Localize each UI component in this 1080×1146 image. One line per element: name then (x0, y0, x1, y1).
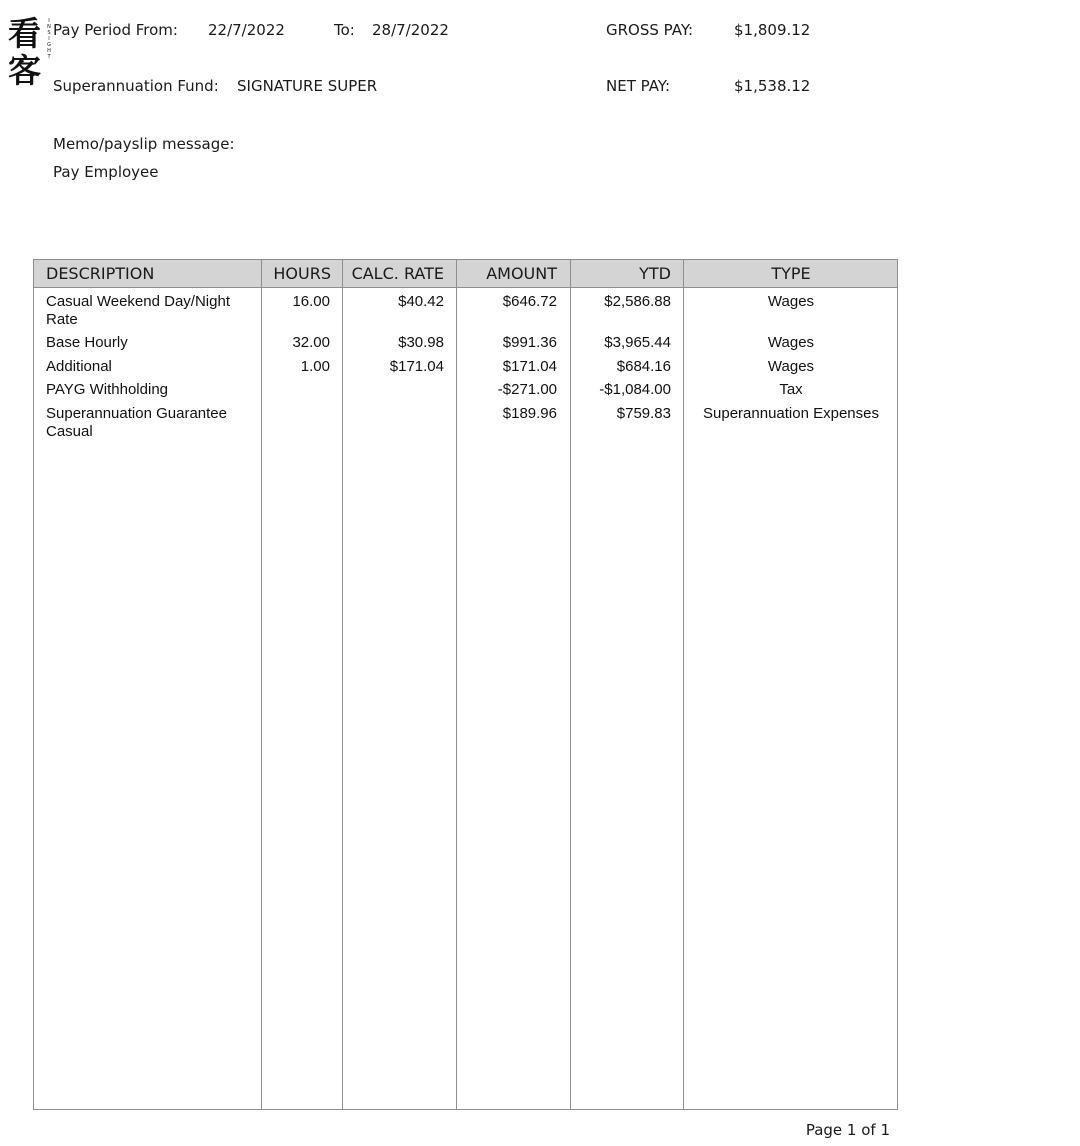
row-calc-rate: $30.98 (398, 334, 444, 351)
column-header-ytd: YTD (639, 264, 671, 283)
super-fund-value: SIGNATURE SUPER (237, 77, 378, 95)
row-description: PAYG Withholding (46, 381, 168, 398)
row-description: Casual Weekend Day/Night (46, 293, 230, 310)
row-description-continued: Rate (46, 311, 78, 328)
row-type: Superannuation Expenses (703, 405, 879, 422)
column-divider (342, 260, 343, 1109)
row-calc-rate: $171.04 (389, 358, 444, 375)
row-description-continued: Casual (46, 423, 93, 440)
column-header-calc-rate: CALC. RATE (351, 264, 444, 283)
row-type: Wages (767, 293, 815, 310)
row-calc-rate: $40.42 (398, 293, 444, 310)
row-description: Base Hourly (46, 334, 128, 351)
pay-period-to-value: 28/7/2022 (372, 21, 449, 39)
row-amount: -$271.00 (497, 381, 557, 398)
memo-value: Pay Employee (53, 163, 159, 181)
row-ytd: $759.83 (616, 405, 671, 422)
gross-pay-value: $1,809.12 (734, 21, 811, 39)
row-description: Superannuation Guarantee (46, 405, 227, 422)
row-amount: $646.72 (502, 293, 557, 310)
row-type: Wages (767, 358, 815, 375)
net-pay-value: $1,538.12 (734, 77, 811, 95)
logo-char-top: 看 (8, 14, 41, 53)
row-ytd: $3,965.44 (604, 334, 671, 351)
pay-period-to-label: To: (334, 21, 355, 39)
column-header-amount: AMOUNT (486, 264, 557, 283)
payslip-table (33, 259, 898, 1110)
logo-char-bottom: 客 (8, 51, 41, 90)
row-ytd: $684.16 (616, 358, 671, 375)
column-header-description: DESCRIPTION (46, 264, 155, 283)
row-ytd: -$1,084.00 (599, 381, 671, 398)
column-divider (261, 260, 262, 1109)
net-pay-label: NET PAY: (606, 77, 671, 95)
page-number: Page 1 of 1 (805, 1121, 890, 1139)
row-hours: 1.00 (300, 358, 330, 375)
row-amount: $189.96 (502, 405, 557, 422)
column-header-type: TYPE (771, 264, 811, 283)
memo-label: Memo/payslip message: (53, 135, 235, 153)
row-type: Wages (767, 334, 815, 351)
row-hours: 32.00 (292, 334, 330, 351)
super-fund-label: Superannuation Fund: (53, 77, 219, 95)
watermark-logo (8, 16, 50, 90)
column-header-hours: HOURS (273, 264, 331, 283)
row-ytd: $2,586.88 (604, 293, 671, 310)
gross-pay-label: GROSS PAY: (606, 21, 694, 39)
pay-period-from-label: Pay Period From: (53, 21, 178, 39)
row-description: Additional (46, 358, 112, 375)
pay-period-from-value: 22/7/2022 (208, 21, 285, 39)
row-hours: 16.00 (292, 293, 330, 310)
row-amount: $991.36 (502, 334, 557, 351)
row-amount: $171.04 (502, 358, 557, 375)
row-type: Tax (779, 381, 803, 398)
logo-side-text: INSIGHT (46, 18, 52, 60)
